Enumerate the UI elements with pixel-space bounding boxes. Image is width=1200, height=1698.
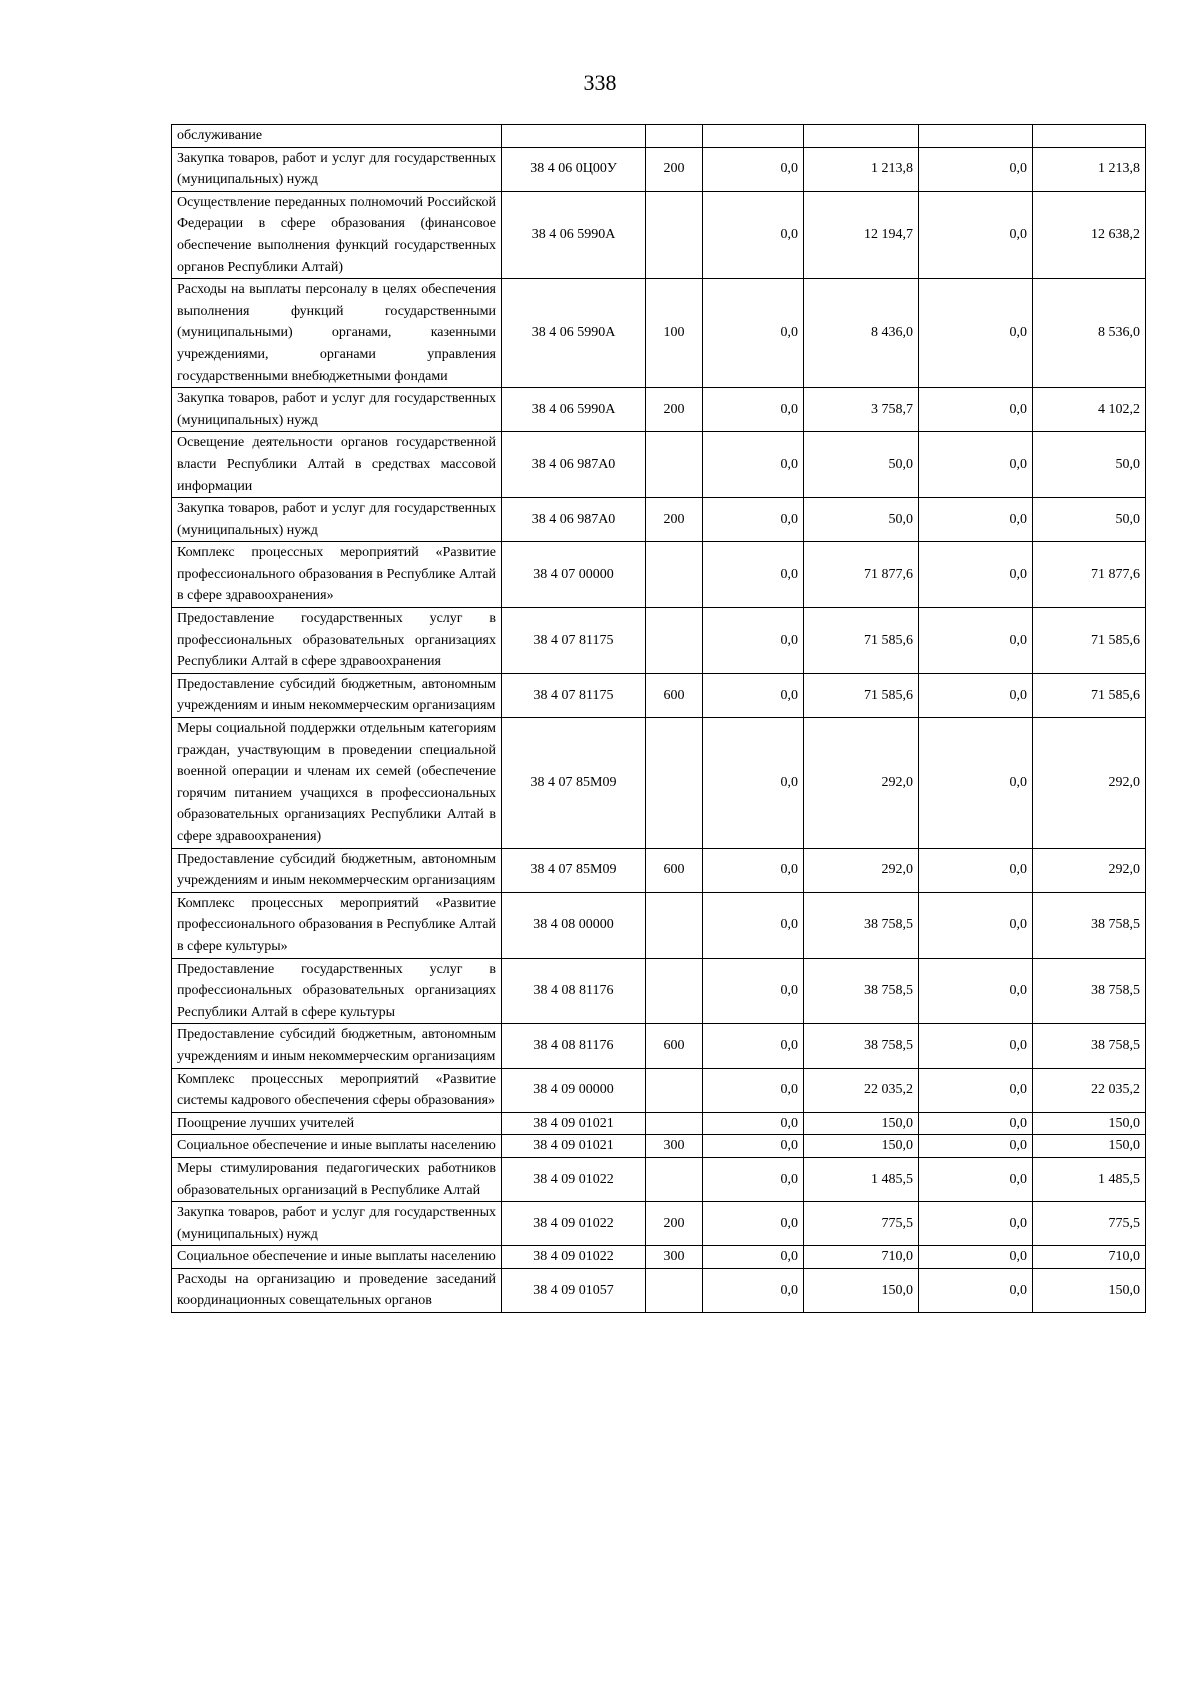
value-cell-4: 1 213,8 — [1033, 147, 1146, 191]
value-cell-3 — [919, 125, 1033, 148]
value-cell-4: 150,0 — [1033, 1112, 1146, 1135]
value-cell-3: 0,0 — [919, 388, 1033, 432]
expense-name-cell: Меры социальной поддержки отдельным категориям граждан, участвующим в проведении специальной военной операции и членам их семей (обеспечение горячим питанием учащихся в профессиональных образовательных организациях Республики Алтай в сфере здравоохранения) — [172, 718, 502, 849]
expense-name-cell: Меры стимулирования педагогических работников образовательных организаций в Республике Алтай — [172, 1157, 502, 1201]
table-row — [172, 498, 1146, 542]
table-row — [172, 718, 1146, 849]
expense-name-cell: Социальное обеспечение и иные выплаты населению — [172, 1135, 502, 1158]
value-cell-2: 292,0 — [804, 848, 919, 892]
target-code-cell: 38 4 07 81175 — [502, 608, 646, 674]
value-cell-2 — [804, 125, 919, 148]
value-cell-4 — [1033, 125, 1146, 148]
expense-name-cell: Комплекс процессных мероприятий «Развитие системы кадрового обеспечения сферы образования» — [172, 1068, 502, 1112]
value-cell-1: 0,0 — [703, 1157, 804, 1201]
value-cell-3: 0,0 — [919, 1024, 1033, 1068]
budget-table — [171, 124, 1146, 1313]
table-row — [172, 1112, 1146, 1135]
table-row — [172, 1268, 1146, 1312]
value-cell-3: 0,0 — [919, 432, 1033, 498]
target-code-cell: 38 4 09 01022 — [502, 1202, 646, 1246]
value-cell-3: 0,0 — [919, 892, 1033, 958]
value-cell-4: 292,0 — [1033, 718, 1146, 849]
value-cell-4: 38 758,5 — [1033, 958, 1146, 1024]
expense-type-cell — [646, 432, 703, 498]
expense-name-cell: Предоставление государственных услуг в профессиональных образовательных организациях Республики Алтай в сфере культуры — [172, 958, 502, 1024]
value-cell-1 — [703, 125, 804, 148]
expense-name-cell: Предоставление субсидий бюджетным, автономным учреждениям и иным некоммерческим организациям — [172, 673, 502, 717]
value-cell-4: 71 877,6 — [1033, 542, 1146, 608]
value-cell-1: 0,0 — [703, 432, 804, 498]
expense-type-cell: 600 — [646, 1024, 703, 1068]
table-row — [172, 1157, 1146, 1201]
target-code-cell: 38 4 06 987А0 — [502, 498, 646, 542]
value-cell-4: 22 035,2 — [1033, 1068, 1146, 1112]
value-cell-2: 775,5 — [804, 1202, 919, 1246]
target-code-cell: 38 4 07 81175 — [502, 673, 646, 717]
expense-name-cell: обслуживание — [172, 125, 502, 148]
value-cell-3: 0,0 — [919, 848, 1033, 892]
value-cell-4: 50,0 — [1033, 498, 1146, 542]
expense-type-cell — [646, 1068, 703, 1112]
target-code-cell: 38 4 07 85М09 — [502, 718, 646, 849]
expense-name-cell: Комплекс процессных мероприятий «Развитие профессионального образования в Республике Алтай в сфере здравоохранения» — [172, 542, 502, 608]
value-cell-2: 71 585,6 — [804, 673, 919, 717]
target-code-cell: 38 4 06 5990А — [502, 279, 646, 388]
value-cell-2: 1 213,8 — [804, 147, 919, 191]
value-cell-4: 150,0 — [1033, 1135, 1146, 1158]
value-cell-4: 710,0 — [1033, 1246, 1146, 1269]
expense-name-cell: Предоставление государственных услуг в профессиональных образовательных организациях Республики Алтай в сфере здравоохранения — [172, 608, 502, 674]
expense-name-cell: Предоставление субсидий бюджетным, автономным учреждениям и иным некоммерческим организациям — [172, 1024, 502, 1068]
value-cell-3: 0,0 — [919, 1135, 1033, 1158]
value-cell-1: 0,0 — [703, 1268, 804, 1312]
value-cell-2: 3 758,7 — [804, 388, 919, 432]
value-cell-3: 0,0 — [919, 1112, 1033, 1135]
value-cell-1: 0,0 — [703, 718, 804, 849]
value-cell-4: 50,0 — [1033, 432, 1146, 498]
value-cell-1: 0,0 — [703, 498, 804, 542]
expense-name-cell: Социальное обеспечение и иные выплаты населению — [172, 1246, 502, 1269]
value-cell-3: 0,0 — [919, 542, 1033, 608]
table-row — [172, 542, 1146, 608]
value-cell-4: 12 638,2 — [1033, 191, 1146, 278]
value-cell-4: 775,5 — [1033, 1202, 1146, 1246]
table-row — [172, 958, 1146, 1024]
target-code-cell: 38 4 09 01021 — [502, 1135, 646, 1158]
value-cell-3: 0,0 — [919, 673, 1033, 717]
expense-type-cell — [646, 718, 703, 849]
value-cell-3: 0,0 — [919, 147, 1033, 191]
target-code-cell: 38 4 07 00000 — [502, 542, 646, 608]
value-cell-1: 0,0 — [703, 1024, 804, 1068]
budget-table-body — [172, 125, 1146, 1313]
value-cell-4: 1 485,5 — [1033, 1157, 1146, 1201]
value-cell-3: 0,0 — [919, 1268, 1033, 1312]
expense-type-cell: 200 — [646, 147, 703, 191]
expense-type-cell: 200 — [646, 388, 703, 432]
table-row — [172, 432, 1146, 498]
value-cell-1: 0,0 — [703, 147, 804, 191]
value-cell-3: 0,0 — [919, 279, 1033, 388]
value-cell-2: 71 585,6 — [804, 608, 919, 674]
table-row — [172, 279, 1146, 388]
table-row — [172, 125, 1146, 148]
value-cell-1: 0,0 — [703, 958, 804, 1024]
expense-type-cell: 300 — [646, 1246, 703, 1269]
expense-type-cell: 200 — [646, 498, 703, 542]
target-code-cell: 38 4 06 987А0 — [502, 432, 646, 498]
value-cell-1: 0,0 — [703, 1202, 804, 1246]
target-code-cell: 38 4 08 00000 — [502, 892, 646, 958]
target-code-cell: 38 4 09 01022 — [502, 1157, 646, 1201]
value-cell-2: 150,0 — [804, 1112, 919, 1135]
table-row — [172, 608, 1146, 674]
expense-name-cell: Закупка товаров, работ и услуг для государственных (муниципальных) нужд — [172, 498, 502, 542]
expense-type-cell — [646, 191, 703, 278]
value-cell-1: 0,0 — [703, 892, 804, 958]
value-cell-3: 0,0 — [919, 191, 1033, 278]
expense-type-cell — [646, 1268, 703, 1312]
value-cell-4: 38 758,5 — [1033, 892, 1146, 958]
expense-name-cell: Предоставление субсидий бюджетным, автономным учреждениям и иным некоммерческим организациям — [172, 848, 502, 892]
value-cell-1: 0,0 — [703, 542, 804, 608]
value-cell-2: 8 436,0 — [804, 279, 919, 388]
expense-name-cell: Расходы на организацию и проведение заседаний координационных совещательных органов — [172, 1268, 502, 1312]
table-row — [172, 1202, 1146, 1246]
table-row — [172, 147, 1146, 191]
table-row — [172, 191, 1146, 278]
value-cell-4: 150,0 — [1033, 1268, 1146, 1312]
value-cell-3: 0,0 — [919, 608, 1033, 674]
value-cell-2: 22 035,2 — [804, 1068, 919, 1112]
expense-name-cell: Поощрение лучших учителей — [172, 1112, 502, 1135]
value-cell-2: 150,0 — [804, 1135, 919, 1158]
value-cell-1: 0,0 — [703, 1135, 804, 1158]
value-cell-2: 12 194,7 — [804, 191, 919, 278]
table-row — [172, 1024, 1146, 1068]
value-cell-1: 0,0 — [703, 191, 804, 278]
value-cell-3: 0,0 — [919, 1068, 1033, 1112]
expense-name-cell: Закупка товаров, работ и услуг для государственных (муниципальных) нужд — [172, 1202, 502, 1246]
table-row — [172, 848, 1146, 892]
table-row — [172, 1068, 1146, 1112]
value-cell-4: 38 758,5 — [1033, 1024, 1146, 1068]
value-cell-1: 0,0 — [703, 279, 804, 388]
value-cell-3: 0,0 — [919, 1157, 1033, 1201]
expense-type-cell: 600 — [646, 848, 703, 892]
value-cell-1: 0,0 — [703, 608, 804, 674]
target-code-cell: 38 4 08 81176 — [502, 1024, 646, 1068]
target-code-cell: 38 4 07 85М09 — [502, 848, 646, 892]
value-cell-3: 0,0 — [919, 1202, 1033, 1246]
value-cell-3: 0,0 — [919, 1246, 1033, 1269]
value-cell-4: 71 585,6 — [1033, 673, 1146, 717]
expense-name-cell: Закупка товаров, работ и услуг для государственных (муниципальных) нужд — [172, 388, 502, 432]
target-code-cell: 38 4 09 01021 — [502, 1112, 646, 1135]
target-code-cell: 38 4 09 01057 — [502, 1268, 646, 1312]
expense-name-cell: Закупка товаров, работ и услуг для государственных (муниципальных) нужд — [172, 147, 502, 191]
expense-type-cell — [646, 125, 703, 148]
value-cell-1: 0,0 — [703, 848, 804, 892]
value-cell-2: 38 758,5 — [804, 958, 919, 1024]
value-cell-2: 38 758,5 — [804, 892, 919, 958]
expense-name-cell: Осуществление переданных полномочий Российской Федерации в сфере образования (финансовое обеспечение выполнения функций государственных органов Республики Алтай) — [172, 191, 502, 278]
value-cell-3: 0,0 — [919, 718, 1033, 849]
target-code-cell: 38 4 09 00000 — [502, 1068, 646, 1112]
table-row — [172, 892, 1146, 958]
expense-type-cell — [646, 608, 703, 674]
expense-type-cell: 100 — [646, 279, 703, 388]
value-cell-1: 0,0 — [703, 1112, 804, 1135]
expense-type-cell: 600 — [646, 673, 703, 717]
target-code-cell — [502, 125, 646, 148]
target-code-cell: 38 4 06 5990А — [502, 191, 646, 278]
expense-type-cell — [646, 892, 703, 958]
expense-name-cell: Комплекс процессных мероприятий «Развитие профессионального образования в Республике Алтай в сфере культуры» — [172, 892, 502, 958]
page-number: 338 — [583, 70, 617, 95]
target-code-cell: 38 4 08 81176 — [502, 958, 646, 1024]
value-cell-2: 38 758,5 — [804, 1024, 919, 1068]
value-cell-1: 0,0 — [703, 1068, 804, 1112]
value-cell-2: 50,0 — [804, 498, 919, 542]
expense-type-cell — [646, 958, 703, 1024]
value-cell-1: 0,0 — [703, 388, 804, 432]
expense-name-cell: Освещение деятельности органов государственной власти Республики Алтай в средствах массовой информации — [172, 432, 502, 498]
value-cell-4: 292,0 — [1033, 848, 1146, 892]
expense-type-cell — [646, 1157, 703, 1201]
value-cell-2: 1 485,5 — [804, 1157, 919, 1201]
table-row — [172, 1246, 1146, 1269]
value-cell-4: 4 102,2 — [1033, 388, 1146, 432]
expense-type-cell — [646, 542, 703, 608]
expense-type-cell — [646, 1112, 703, 1135]
table-row — [172, 673, 1146, 717]
value-cell-3: 0,0 — [919, 498, 1033, 542]
table-row — [172, 388, 1146, 432]
value-cell-2: 71 877,6 — [804, 542, 919, 608]
value-cell-2: 50,0 — [804, 432, 919, 498]
target-code-cell: 38 4 06 5990А — [502, 388, 646, 432]
value-cell-1: 0,0 — [703, 1246, 804, 1269]
value-cell-3: 0,0 — [919, 958, 1033, 1024]
value-cell-2: 150,0 — [804, 1268, 919, 1312]
expense-name-cell: Расходы на выплаты персоналу в целях обеспечения выполнения функций государственными (муниципальными) органами, казенными учреждениями, органами управления государственными внебюджетными фондами — [172, 279, 502, 388]
table-row — [172, 1135, 1146, 1158]
expense-type-cell: 200 — [646, 1202, 703, 1246]
value-cell-4: 71 585,6 — [1033, 608, 1146, 674]
expense-type-cell: 300 — [646, 1135, 703, 1158]
value-cell-1: 0,0 — [703, 673, 804, 717]
value-cell-4: 8 536,0 — [1033, 279, 1146, 388]
value-cell-2: 710,0 — [804, 1246, 919, 1269]
target-code-cell: 38 4 06 0Ц00У — [502, 147, 646, 191]
target-code-cell: 38 4 09 01022 — [502, 1246, 646, 1269]
value-cell-2: 292,0 — [804, 718, 919, 849]
